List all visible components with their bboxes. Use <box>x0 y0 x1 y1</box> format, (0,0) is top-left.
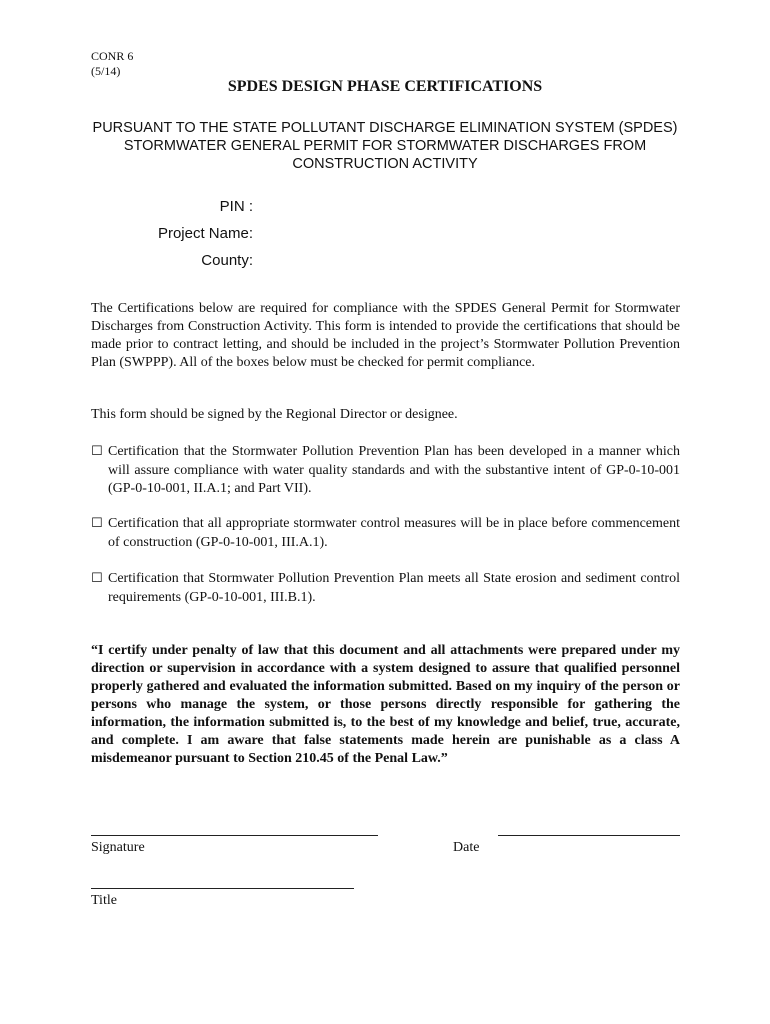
certification-item-2 <box>91 515 680 552</box>
county-label: County: <box>201 252 253 269</box>
certification-item-3 <box>91 570 680 607</box>
signed-by-note: This form should be signed by the Regional Director or designee. <box>91 407 458 422</box>
signature-line[interactable] <box>91 835 378 836</box>
date-label: Date <box>453 840 480 855</box>
signature-label: Signature <box>91 840 145 855</box>
title-label: Title <box>91 893 117 908</box>
form-number: CONR 6 <box>91 49 134 63</box>
form-code <box>91 49 133 79</box>
pin-label: PIN : <box>219 198 253 215</box>
certification-item-1 <box>91 443 680 499</box>
certification-text: Certification that all appropriate stormwater control measures will be in place before commencement of construction (GP-0-10-001, III.A.1). <box>108 516 680 550</box>
date-line[interactable] <box>498 835 680 836</box>
checkbox-icon[interactable]: ☐ <box>91 571 103 586</box>
page-title: SPDES DESIGN PHASE CERTIFICATIONS <box>227 78 543 95</box>
intro-paragraph: The Certifications below are required for compliance with the SPDES General Permit for Stormwater Discharges from Construction Activity. This form is intended to provide the certifications that should be made prior to contract letting, and should be included in the project’s Stormwater Pollution Prevention Plan (SWPPP). All of the boxes below must be checked for permit compliance. <box>91 301 680 370</box>
certification-text: Certification that Stormwater Pollution Prevention Plan meets all State erosion and sediment control requirements (GP-0-10-001, III.B.1). <box>108 571 680 605</box>
checkbox-icon[interactable]: ☐ <box>91 444 103 459</box>
title-line[interactable] <box>91 888 354 889</box>
checkbox-icon[interactable]: ☐ <box>91 516 103 531</box>
page-subtitle: PURSUANT TO THE STATE POLLUTANT DISCHARGE ELIMINATION SYSTEM (SPDES) STORMWATER GENERAL PERMIT FOR STORMWATER DISCHARGES FROM CONSTRUCTION ACTIVITY <box>92 120 678 172</box>
form-revision-date: (5/14) <box>91 64 121 78</box>
certification-text: Certification that the Stormwater Pollution Prevention Plan has been developed in a manner which will assure compliance with water quality standards and with the substantive intent of GP-0-10-001 (GP-0-10-001, II.A.1; and Part VII). <box>108 444 680 496</box>
certification-statement: “I certify under penalty of law that this document and all attachments were prepared under my direction or supervision in accordance with a system designed to assure that qualified personnel properly gathered and evaluated the information submitted. Based on my inquiry of the person or persons who manage the system, or those persons directly responsible for gathering the information, the information submitted is, to the best of my knowledge and belief, true, accurate, and complete. I am aware that false statements made herein are punishable as a class A misdemeanor pursuant to Section 210.45 of the Penal Law.” <box>91 643 680 766</box>
project-name-label: Project Name: <box>157 225 253 242</box>
